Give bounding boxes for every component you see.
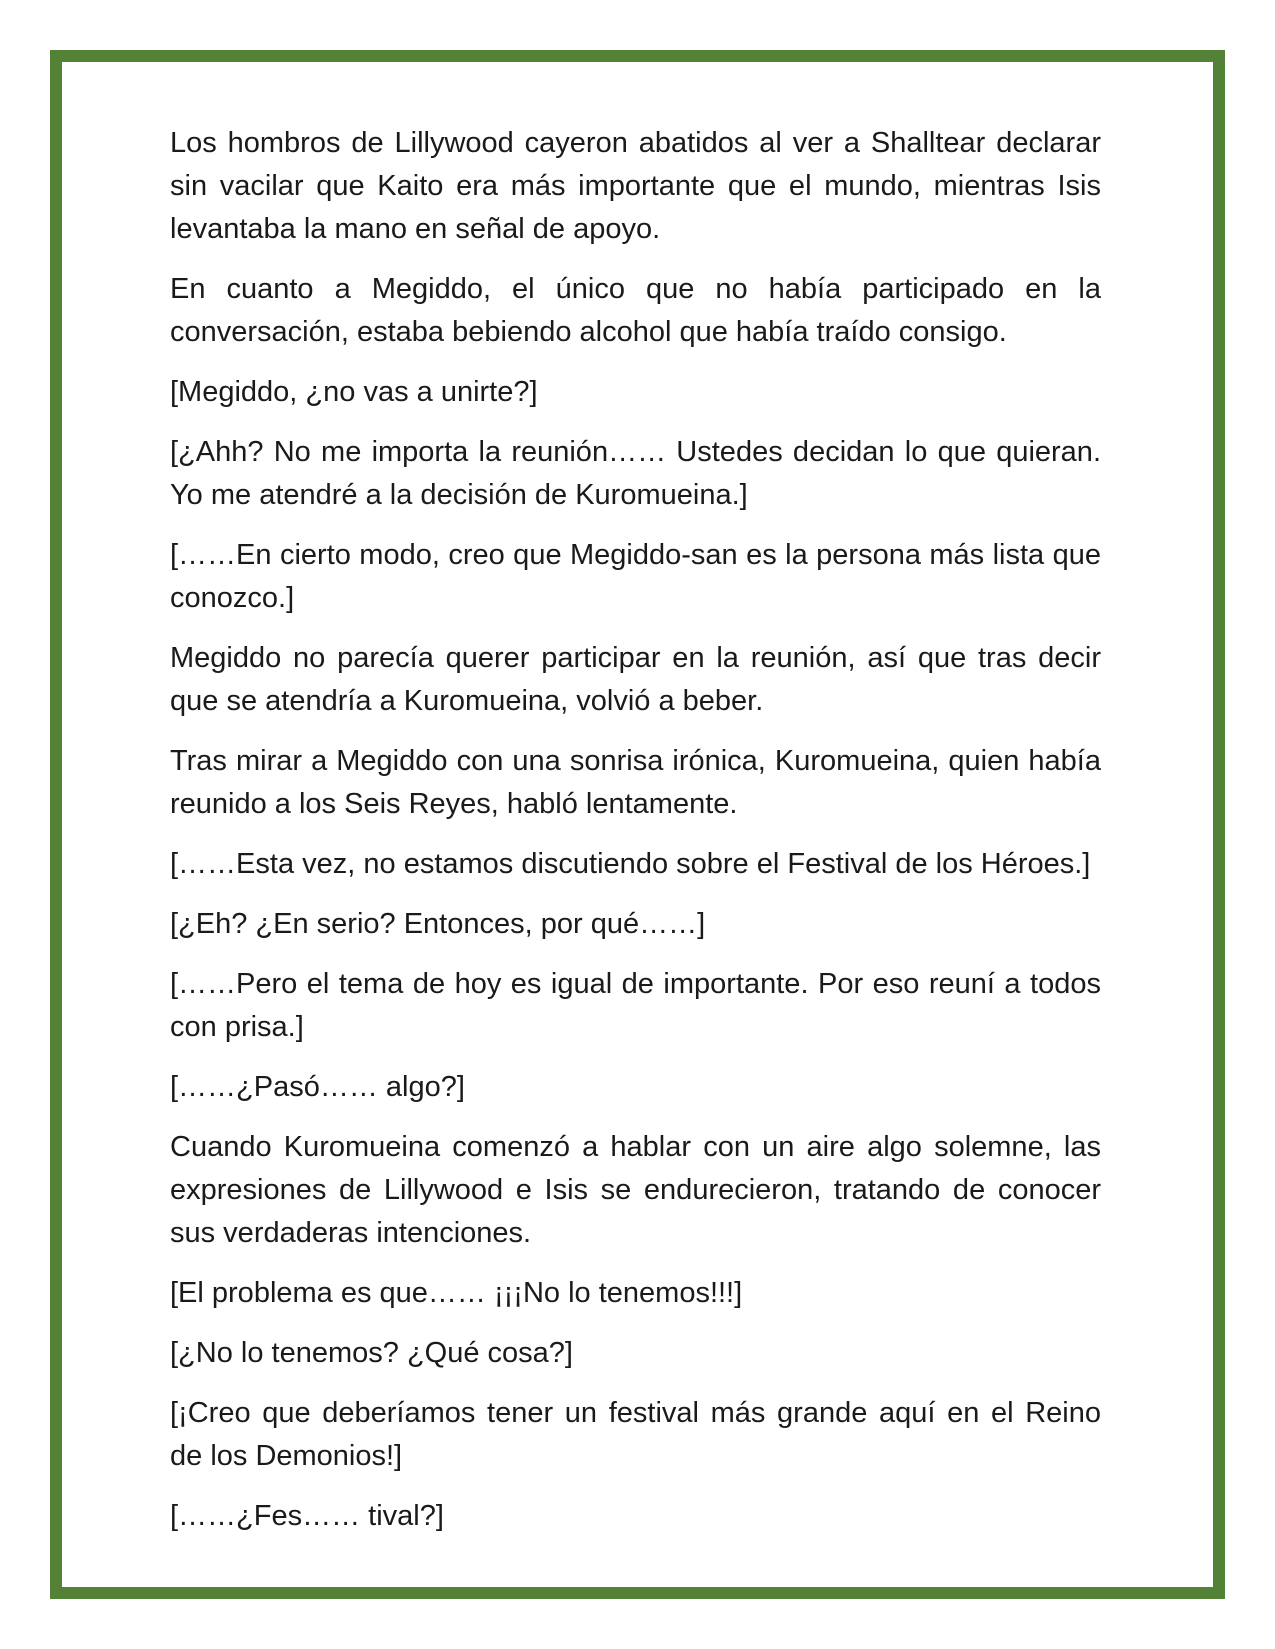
- paragraph: [¡Creo que deberíamos tener un festival más grande aquí en el Reino de los Demonios!]: [170, 1397, 1101, 1472]
- document-text-body: [62, 62, 1213, 1587]
- paragraph: Los hombros de Lillywood cayeron abatidos al ver a Shalltear declarar sin vacilar que Kaito era más importante que el mundo, mientras Isis levantaba la mano en señal de apoyo.: [170, 127, 1101, 245]
- paragraph: Megiddo no parecía querer participar en la reunión, así que tras decir que se atendría a Kuromueina, volvió a beber.: [170, 642, 1101, 717]
- paragraph: [¿Eh? ¿En serio? Entonces, por qué……]: [170, 908, 706, 940]
- paragraph: [……¿Fes…… tival?]: [170, 1500, 444, 1532]
- paragraph: Tras mirar a Megiddo con una sonrisa irónica, Kuromueina, quien había reunido a los Seis Reyes, habló lentamente.: [170, 745, 1101, 820]
- paragraph: En cuanto a Megiddo, el único que no había participado en la conversación, estaba bebiendo alcohol que había traído consigo.: [170, 273, 1101, 348]
- paragraph: Cuando Kuromueina comenzó a hablar con un aire algo solemne, las expresiones de Lillywood e Isis se endurecieron, tratando de conocer sus verdaderas intenciones.: [170, 1131, 1101, 1249]
- paragraph: [¿Ahh? No me importa la reunión…… Ustedes decidan lo que quieran. Yo me atendré a la decisión de Kuromueina.]: [170, 436, 1101, 511]
- page-border-frame: [50, 50, 1225, 1599]
- paragraph: [……¿Pasó…… algo?]: [170, 1071, 465, 1103]
- paragraph: [……En cierto modo, creo que Megiddo-san es la persona más lista que conozco.]: [170, 539, 1101, 614]
- paragraph: [¿No lo tenemos? ¿Qué cosa?]: [170, 1337, 573, 1369]
- paragraph: [El problema es que…… ¡¡¡No lo tenemos!!!]: [170, 1277, 743, 1309]
- paragraph: [……Esta vez, no estamos discutiendo sobre el Festival de los Héroes.]: [170, 848, 1091, 880]
- paragraph: [……Pero el tema de hoy es igual de importante. Por eso reuní a todos con prisa.]: [170, 968, 1101, 1043]
- paragraph: [Megiddo, ¿no vas a unirte?]: [170, 376, 538, 408]
